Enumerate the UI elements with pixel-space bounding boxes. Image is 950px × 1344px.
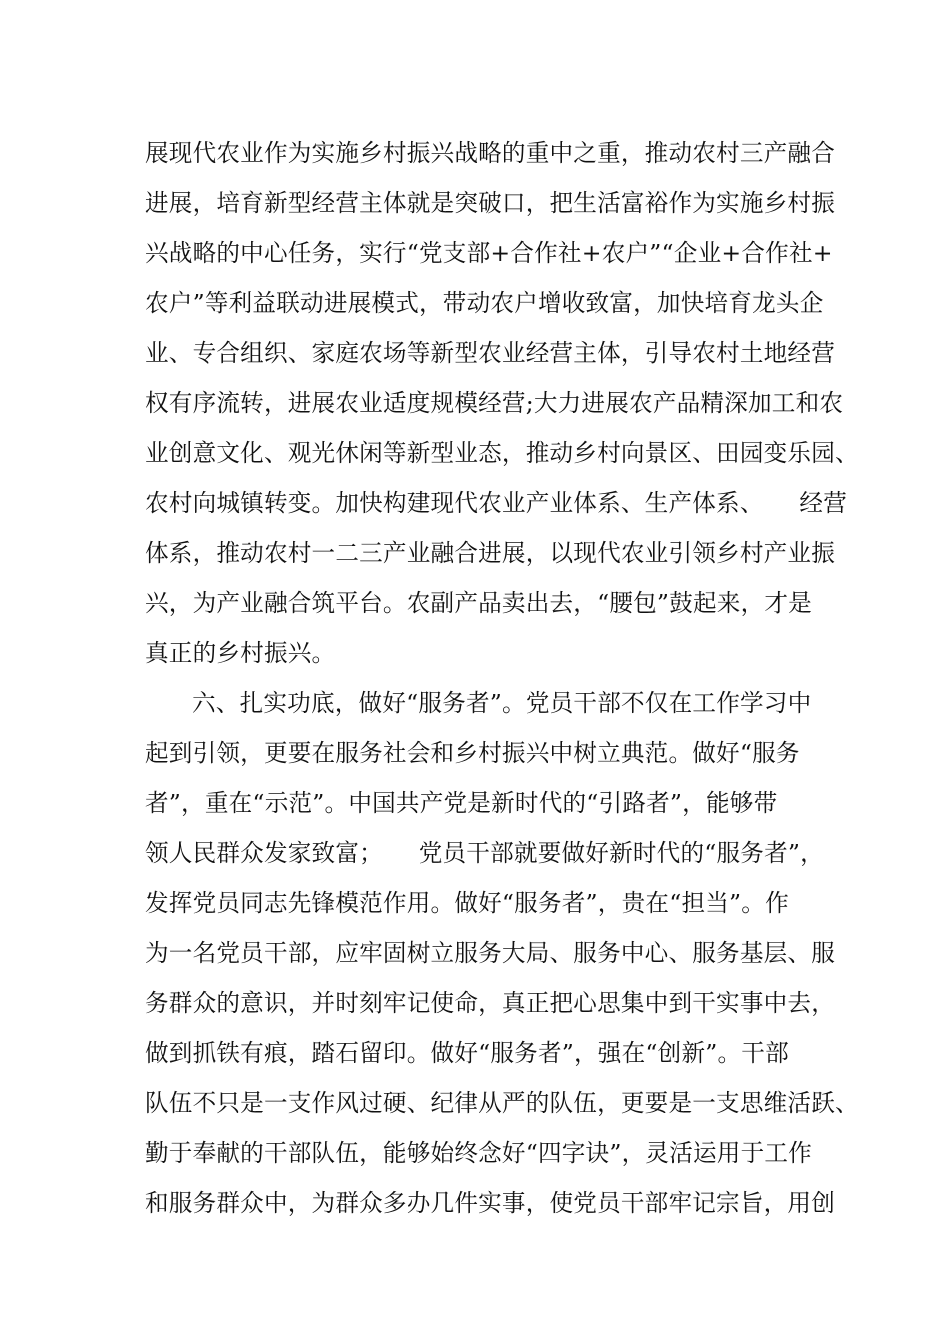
text-line-14: 者”，重在“示范”。中国共产党是新时代的“引路者”，能够带 (145, 789, 778, 817)
text-line-17: 为一名党员干部，应牢固树立服务大局、服务中心、服务基层、服 (145, 939, 836, 967)
text-line-7: 业创意文化、观光休闲等新型业态，推动乡村向景区、田园变乐园、 (145, 439, 859, 467)
text-line-10: 兴，为产业融合筑平台。农副产品卖出去，“腰包”鼓起来，才是 (145, 589, 812, 617)
text-line-21: 勤于奉献的干部队伍，能够始终念好“四字诀”，灵活运用于工作 (145, 1139, 812, 1167)
text-line-5: 业、专合组织、家庭农场等新型农业经营主体，引导农村土地经营 (145, 339, 836, 367)
text-line-16: 发挥党员同志先锋模范作用。做好“服务者”，贵在“担当”。作 (145, 889, 789, 917)
paragraph-six-heading-line: 六、扎实功底，做好“服务者”。党员干部不仅在工作学习中 (192, 689, 812, 717)
text-line-18: 务群众的意识，并时刻牢记使命，真正把心思集中到干实事中去， (145, 989, 836, 1017)
text-line-13: 起到引领，更要在服务社会和乡村振兴中树立典范。做好“服务 (145, 739, 800, 767)
text-line-4: 农户”等利益联动进展模式，带动农户增收致富，加快培育龙头企 (145, 289, 824, 317)
text-line-11: 真正的乡村振兴。 (145, 639, 336, 667)
text-line-22: 和服务群众中，为群众多办几件实事，使党员干部牢记宗旨，用创 (145, 1189, 836, 1217)
text-line-3: 兴战略的中心任务，实行“党支部+合作社+农户”“企业+合作社+ (145, 239, 833, 267)
text-line-6: 权有序流转，进展农业适度规模经营;大力进展农产品精深加工和农 (145, 389, 844, 417)
text-line-19: 做到抓铁有痕，踏石留印。做好“服务者”，强在“创新”。干部 (145, 1039, 789, 1067)
text-line-8: 农村向城镇转变。加快构建现代农业产业体系、生产体系、 经营 (145, 489, 848, 517)
text-line-9: 体系，推动农村一二三产业融合进展，以现代农业引领乡村产业振 (145, 539, 836, 567)
text-line-1: 展现代农业作为实施乡村振兴战略的重中之重，推动农村三产融合 (145, 139, 836, 167)
text-line-15: 领人民群众发家致富； 党员干部就要做好新时代的“服务者”， (145, 839, 824, 867)
text-line-20: 队伍不只是一支作风过硬、纪律从严的队伍，更要是一支思维活跃、 (145, 1089, 859, 1117)
body-text (145, 128, 859, 1228)
text-line-2: 进展，培育新型经营主体就是突破口，把生活富裕作为实施乡村振 (145, 189, 836, 217)
